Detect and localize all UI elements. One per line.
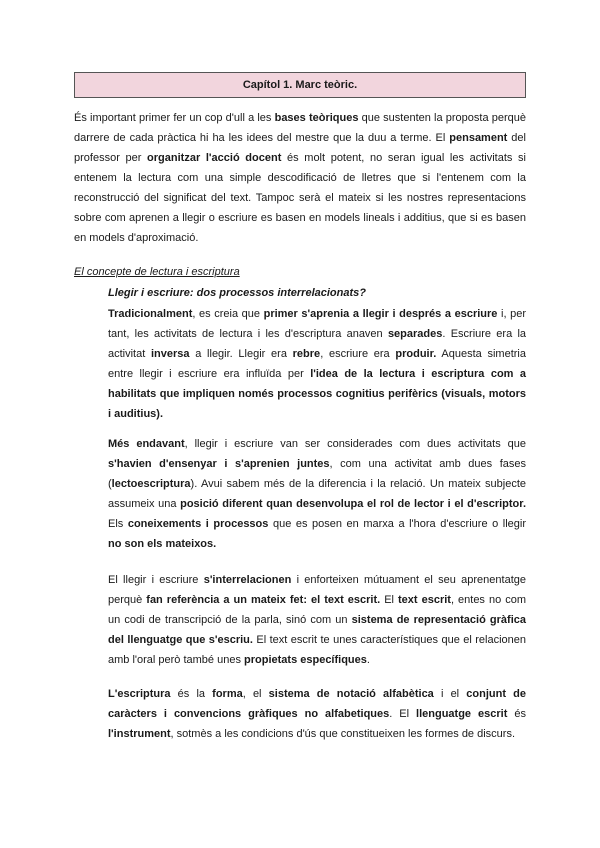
paragraph-line: entre llegir i escriure era influïda per l'idea de la lectura i escriptura com a — [108, 368, 527, 380]
paragraph-line: Més endavant, llegir i escriure van ser considerades com dues activitats que — [108, 438, 527, 450]
paragraph-interrelacionen — [108, 570, 526, 670]
intro-line: reconstrucció del significat del text. Tampoc serà el mateix si les nostres representacions — [74, 192, 526, 204]
paragraph-line: l'instrument, sotmès a les condicions d'ús que constitueixen les formes de discurs. — [108, 728, 516, 740]
chapter-title: Capítol 1. Marc teòric. — [242, 79, 358, 91]
chapter-title-box — [74, 72, 526, 98]
intro-line: darrere de cada pràctica hi ha les idees del mestre que la duu a terme. El pensament del — [74, 132, 526, 144]
intro-line: professor per organitzar l'acció docent és molt potent, no seran igual les activitats si — [74, 152, 526, 164]
paragraph-line: no son els mateixos. — [108, 538, 217, 550]
section-title: El concepte de lectura i escriptura — [74, 266, 240, 278]
paragraph-line: amb l'oral però també unes propietats específiques. — [108, 654, 370, 666]
paragraph-line: s'havien d'ensenyar i s'aprenien juntes, com una activitat amb dues fases — [108, 458, 526, 470]
paragraph-line: Els coneixements i processos que es posen en marxa a l'hora d'escriure o llegir — [108, 518, 527, 530]
paragraph-tradicionalment — [108, 304, 526, 424]
intro-line: És important primer fer un cop d'ull a les bases teòriques que sustenten la proposta perquè — [74, 112, 526, 124]
paragraph-line: caràcters i convencions gràfiques no alfabetiques. El llenguatge escrit és — [108, 708, 526, 720]
intro-line: entenem la lectura com una simple descodificació de lletres que si l'entenem com la — [74, 172, 526, 184]
paragraph-line: Tradicionalment, es creia que primer s'aprenia a llegir i després a escriure i, per — [108, 308, 526, 320]
subheading: Llegir i escriure: dos processos interrelacionats? — [108, 287, 366, 299]
intro-line: sobre com aprenen a llegir o escriure es basen en models lineals i additius, que si es basen — [74, 212, 526, 224]
paragraph-line: i auditius). — [108, 408, 163, 420]
intro-line: en models d'aproximació. — [74, 232, 199, 244]
intro-paragraph — [74, 108, 526, 248]
paragraph-mes-endavant — [108, 434, 526, 554]
paragraph-line: assumeix una posició diferent quan desenvolupa el rol de lector i el d'escriptor. — [108, 498, 526, 510]
paragraph-line: activitat inversa a llegir. Llegir era rebre, escriure era produir. Aquesta simetria — [108, 348, 526, 360]
paragraph-line: un codi de transcripció de la parla, sinó com un sistema de representació gràfica — [108, 614, 526, 626]
paragraph-line: habilitats que impliquen només processos cognitius perifèrics (visuals, motors — [108, 388, 526, 400]
paragraph-line: L'escriptura és la forma, el sistema de notació alfabètica i el conjunt de — [108, 688, 526, 700]
paragraph-line: tant, les activitats de lectura i les d'escriptura anaven separades. Escriure era la — [108, 328, 527, 340]
paragraph-line: perquè fan referència a un mateix fet: el text escrit. El text escrit, entes no com — [108, 594, 526, 606]
paragraph-line: del llenguatge que s'escriu. El text escrit te unes característiques que el relacionen — [108, 634, 527, 646]
paragraph-escriptura — [108, 684, 526, 744]
paragraph-line: El llegir i escriure s'interrelacionen i enforteixen mútuament el seu aprenentatge — [108, 574, 526, 586]
paragraph-line: (lectoescriptura). Avui sabem més de la diferencia i la relació. Un mateix subjecte — [108, 478, 526, 490]
